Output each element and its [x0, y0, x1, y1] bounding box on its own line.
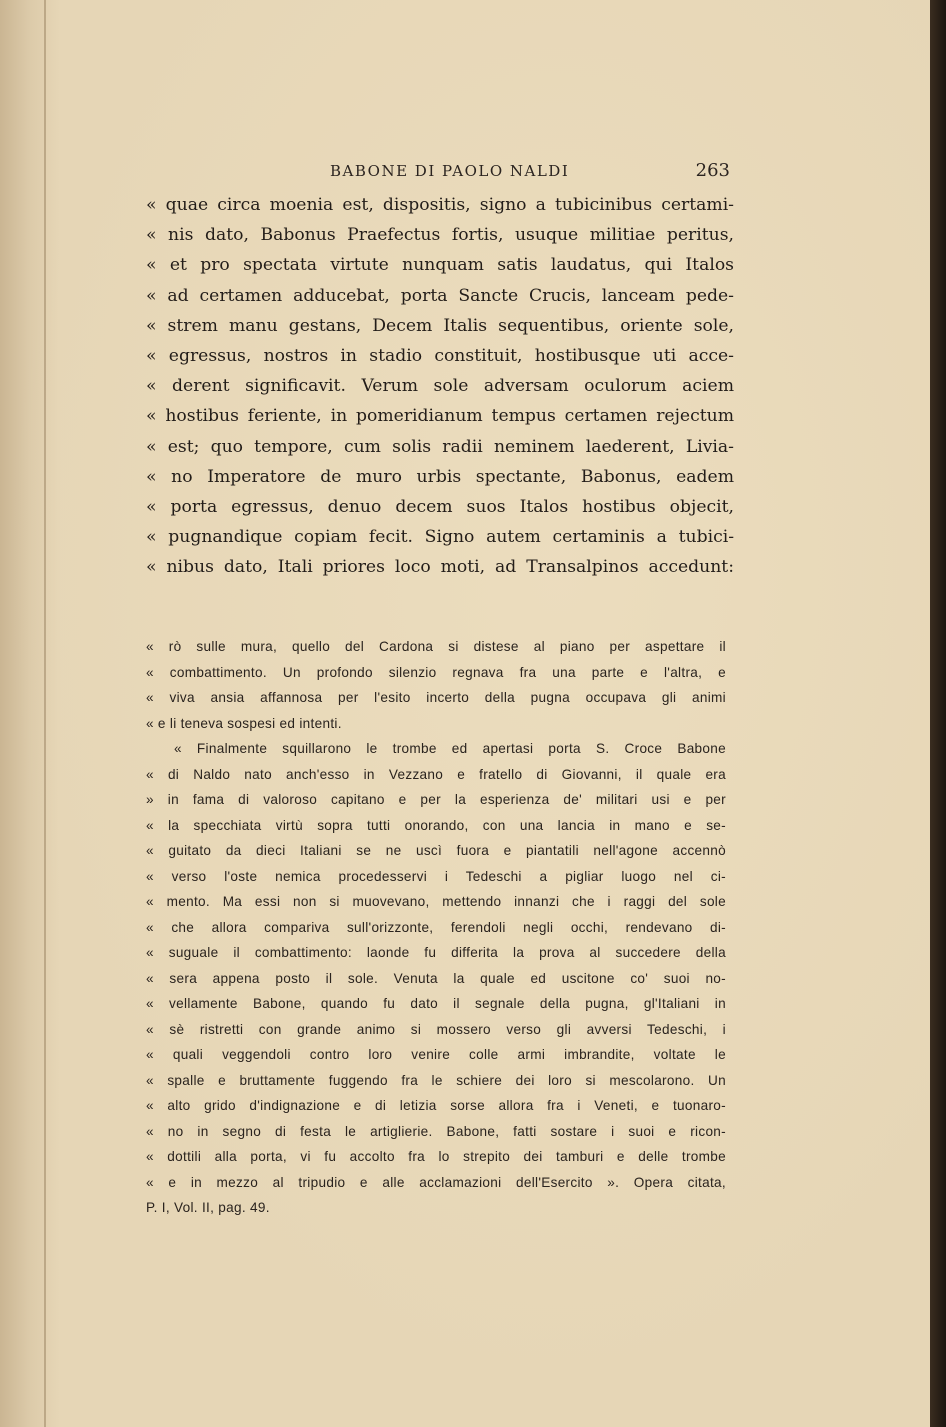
- footnote-line: « la specchiata virtù sopra tutti onorando, con una lancia in mano e se-: [146, 817, 726, 833]
- running-header: [150, 160, 730, 184]
- footnote-line: « guitato da dieci Italiani se ne uscì fuora e piantatili nell'agone accennò: [146, 843, 726, 858]
- running-title: BABONE DI PAOLO NALDI: [330, 162, 570, 180]
- footnote-line: « no in segno di festa le artiglierie. Babone, fatti sostare i suoi e ricon-: [146, 1123, 726, 1139]
- footnote-line: « Finalmente squillarono le trombe ed apertasi porta S. Croce Babone: [174, 741, 726, 756]
- footnote-line: « combattimento. Un profondo silenzio regnava fra una parte e l'altra, e: [146, 664, 726, 680]
- footnote-line: « sè ristretti con grande animo si mossero verso gli avversi Tedeschi, i: [146, 1021, 726, 1037]
- footnote-line: « spalle e bruttamente fuggendo fra le schiere dei loro si mescolarono. Un: [146, 1072, 726, 1088]
- footnote-line: « e in mezzo al tripudio e alle acclamazioni dell'Esercito ». Opera citata,: [146, 1174, 726, 1190]
- main-text-line: « pugnandique copiam fecit. Signo autem certaminis a tubici-: [146, 527, 734, 548]
- footnote-block: [146, 634, 726, 1221]
- footnote-line: « verso l'oste nemica procedesservi i Tedeschi a pigliar luogo nel ci-: [146, 868, 726, 884]
- main-text-line: « no Imperatore de muro urbis spectante, Babonus, eadem: [146, 466, 734, 487]
- main-text-line: « quae circa moenia est, dispositis, signo a tubicinibus certami-: [146, 195, 734, 215]
- footnote-line: « vellamente Babone, quando fu dato il segnale della pugna, gl'Italiani in: [146, 996, 726, 1011]
- footnote-line: « quali veggendoli contro loro venire colle armi imbrandite, voltate le: [146, 1047, 726, 1062]
- binding-gutter: [44, 0, 46, 1427]
- footnote-line: « e li teneva sospesi ed intenti.: [146, 715, 342, 731]
- main-text-line: « est; quo tempore, cum solis radii neminem laederent, Livia-: [146, 436, 734, 457]
- footnote-line: « mento. Ma essi non si muovevano, mettendo innanzi che i raggi del sole: [146, 894, 726, 909]
- footnote-line: « suguale il combattimento: laonde fu differita la prova al succedere della: [146, 945, 726, 960]
- footnote-line: « sera appena posto il sole. Venuta la quale ed uscitone co' suoi no-: [146, 970, 726, 986]
- footnote-line: « dottili alla porta, vi fu accolto fra lo strepito dei tamburi e delle trombe: [146, 1149, 726, 1164]
- main-text-line: « et pro spectata virtute nunquam satis laudatus, qui Italos: [146, 255, 734, 276]
- footnote-line: « alto grido d'indignazione e di letizia sorse allora fra i Veneti, e tuonaro-: [146, 1098, 726, 1113]
- main-text-block: [146, 190, 734, 582]
- main-text-line: « porta egressus, denuo decem suos Italos hostibus objecit,: [146, 496, 734, 517]
- footnote-line: « viva ansia affannosa per l'esito incerto della pugna occupava gli animi: [146, 690, 726, 705]
- footnote-line: « di Naldo nato anch'esso in Vezzano e fratello di Giovanni, il quale era: [146, 766, 726, 782]
- footnote-line: « che allora compariva sull'orizzonte, ferendoli negli occhi, rendevano di-: [146, 919, 726, 935]
- main-text-line: « egressus, nostros in stadio constituit, hostibusque uti acce-: [146, 345, 734, 366]
- footnote-line: « rò sulle mura, quello del Cardona si distese al piano per aspettare il: [146, 639, 726, 654]
- main-text-line: « ad certamen adducebat, porta Sancte Crucis, lanceam pede-: [146, 285, 734, 306]
- main-text-line: « derent significavit. Verum sole adversam oculorum aciem: [146, 376, 734, 397]
- main-text-line: « hostibus feriente, in pomeridianum tempus certamen rejectum: [146, 406, 734, 427]
- main-text-line: « nis dato, Babonus Praefectus fortis, usuque militiae peritus,: [146, 225, 734, 246]
- page-edge-shadow: [930, 0, 946, 1427]
- page-number: 263: [695, 160, 730, 181]
- main-text-line: « nibus dato, Itali priores loco moti, ad Transalpinos accedunt:: [146, 557, 734, 578]
- footnote-line: P. I, Vol. II, pag. 49.: [146, 1200, 270, 1215]
- footnote-line: » in fama di valoroso capitano e per la esperienza de' militari usi e per: [146, 792, 726, 807]
- main-text-line: « strem manu gestans, Decem Italis sequentibus, oriente sole,: [146, 315, 734, 336]
